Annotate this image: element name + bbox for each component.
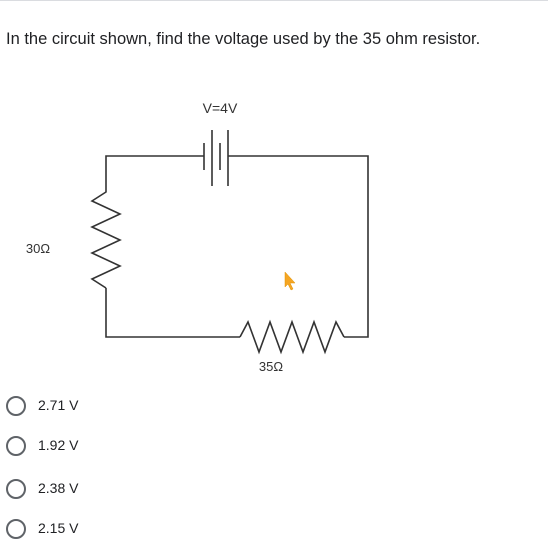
wire-bottom-left bbox=[106, 288, 240, 337]
option-label: 2.15 V bbox=[38, 520, 79, 536]
option-2[interactable] bbox=[0, 434, 200, 462]
option-label: 2.38 V bbox=[38, 480, 79, 496]
radio-button-icon[interactable] bbox=[6, 436, 26, 456]
radio-button-icon[interactable] bbox=[6, 519, 26, 539]
mouse-cursor-icon bbox=[285, 272, 295, 290]
wire-top-right-and-right-side bbox=[228, 156, 368, 337]
resistor-30-label: 30Ω bbox=[25, 241, 51, 256]
option-1[interactable] bbox=[0, 394, 200, 422]
option-4[interactable] bbox=[0, 517, 200, 545]
radio-button-icon[interactable] bbox=[6, 479, 26, 499]
option-label: 2.71 V bbox=[38, 397, 79, 413]
battery-label: V=4V bbox=[202, 100, 238, 116]
wire-top-left bbox=[106, 156, 204, 157]
question-text: In the circuit shown, find the voltage used by the 35 ohm resistor. bbox=[6, 30, 481, 48]
resistor-35-zigzag bbox=[240, 322, 344, 352]
option-label: 1.92 V bbox=[38, 437, 79, 453]
resistor-35-label: 35Ω bbox=[258, 359, 284, 374]
option-3[interactable] bbox=[0, 477, 200, 505]
radio-button-icon[interactable] bbox=[6, 396, 26, 416]
resistor-30-zigzag bbox=[92, 157, 120, 288]
